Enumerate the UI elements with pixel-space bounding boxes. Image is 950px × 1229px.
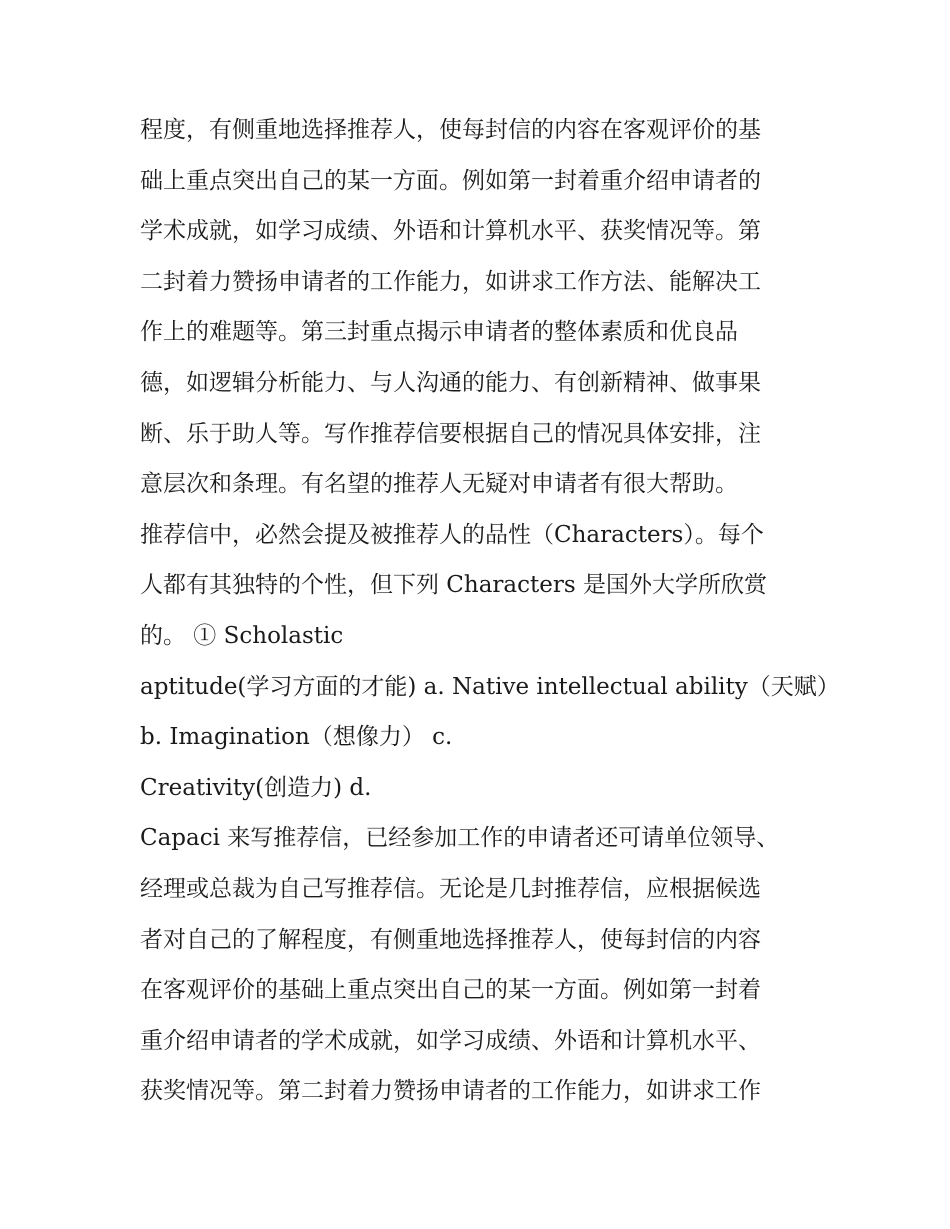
text-line-1: 程度，有侧重地选择推荐人，使每封信的内容在客观评价的基: [140, 117, 761, 143]
text-line-13: b. Imagination（想像力） c.: [140, 724, 453, 751]
text-line-14: Creativity(创造力) d.: [140, 774, 372, 801]
text-line-11: 的。 ① Scholastic: [140, 622, 344, 649]
text-line-9: 推荐信中，必然会提及被推荐人的品性（Characters）。每个: [140, 521, 764, 548]
text-line-4: 二封着力赞扬申请者的工作能力，如讲求工作方法、能解决工: [140, 268, 761, 295]
text-line-10: 人都有其独特的个性，但下列 Characters 是国外大学所欣赏: [140, 572, 767, 599]
text-line-2: 础上重点突出自己的某一方面。例如第一封着重介绍申请者的: [140, 167, 761, 194]
text-line-8: 意层次和条理。有名望的推荐人无疑对申请者有很大帮助。: [140, 471, 738, 498]
text-line-5: 作上的难题等。第三封重点揭示申请者的整体素质和优良品: [140, 319, 738, 346]
text-line-20: 获奖情况等。第二封着力赞扬申请者的工作能力，如讲求工作: [140, 1078, 761, 1105]
text-line-3: 学术成就，如学习成绩、外语和计算机水平、获奖情况等。第: [140, 218, 761, 245]
body-text: [140, 105, 840, 1117]
text-line-6: 德，如逻辑分析能力、与人沟通的能力、有创新精神、做事果: [140, 369, 761, 396]
text-line-16: 经理或总裁为自己写推荐信。无论是几封推荐信，应根据候选: [140, 875, 761, 902]
text-line-7: 断、乐于助人等。写作推荐信要根据自己的情况具体安排，注: [140, 420, 761, 447]
text-line-19: 重介绍申请者的学术成就，如学习成绩、外语和计算机水平、: [140, 1027, 761, 1054]
text-line-12: aptitude(学习方面的才能) a. Native intellectual ability（天赋）: [140, 673, 840, 700]
text-line-17: 者对自己的了解程度，有侧重地选择推荐人，使每封信的内容: [140, 926, 761, 953]
text-line-15: Capaci 来写推荐信，已经参加工作的申请者还可请单位领导、: [140, 825, 780, 852]
text-line-18: 在客观评价的基础上重点突出自己的某一方面。例如第一封着: [140, 977, 761, 1004]
